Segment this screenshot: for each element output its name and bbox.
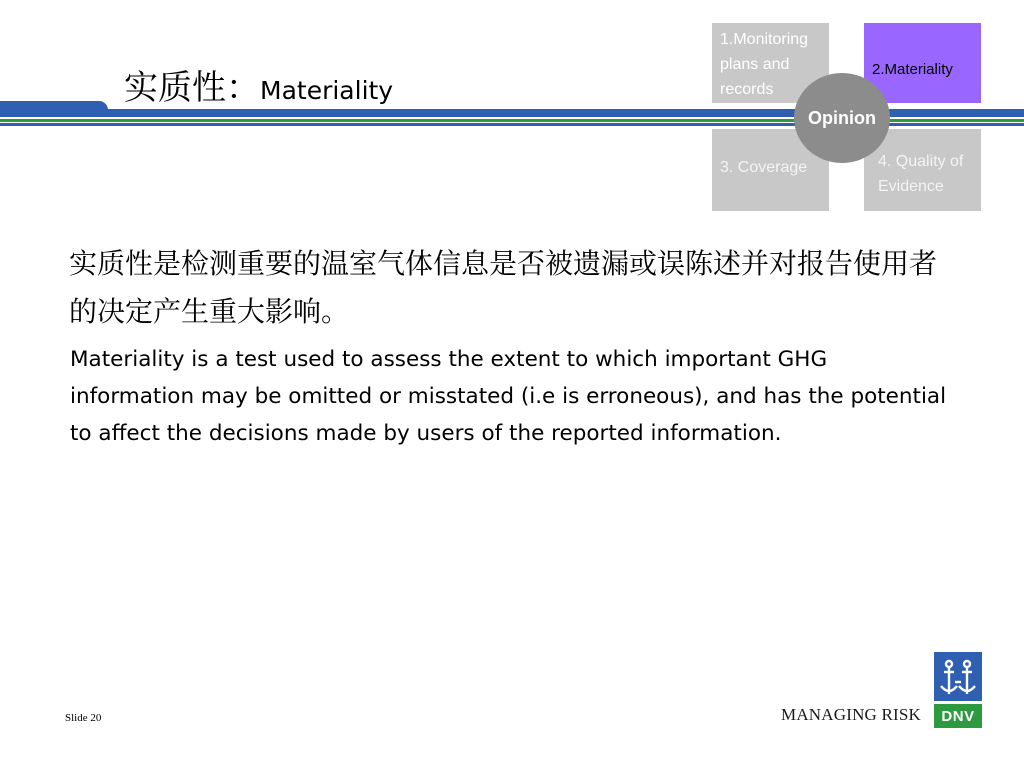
slide-number: Slide 20 [65,712,102,724]
diagram-box-quality-label: 4. Quality of Evidence [878,153,964,195]
slide-title-chinese: 实质性： [124,68,260,108]
diagram-opinion-circle [794,73,890,163]
body-text-english: Materiality is a test used to assess the extent to which important GHG information may be omitted or misstated (i.e is erroneous), and has the potential to affect the decisions made by users of the reported information. [70,347,947,446]
diagram-opinion-label: Opinion [808,107,876,128]
diagram-box-materiality [864,23,981,103]
diagram-box-materiality-label: 2.Materiality [872,61,953,78]
anchor-figures-icon [934,652,982,701]
dnv-logo [934,704,982,728]
dnv-logo-text: DNV [941,707,975,725]
header-stripe-tab [0,101,108,117]
dnv-emblem-icon [934,652,982,701]
body-text-chinese: 实质性是检测重要的温室气体信息是否被遗漏或误陈述并对报告使用者的决定产生重大影响。 [69,247,938,328]
slide-title [124,60,393,109]
slide-title-english: Materiality [260,76,394,105]
footer-tagline: MANAGING RISK [781,705,922,724]
diagram-box-coverage-label: 3. Coverage [720,159,808,176]
diagram-box-monitoring-label: 1.Monitoring plans and records [720,31,809,98]
